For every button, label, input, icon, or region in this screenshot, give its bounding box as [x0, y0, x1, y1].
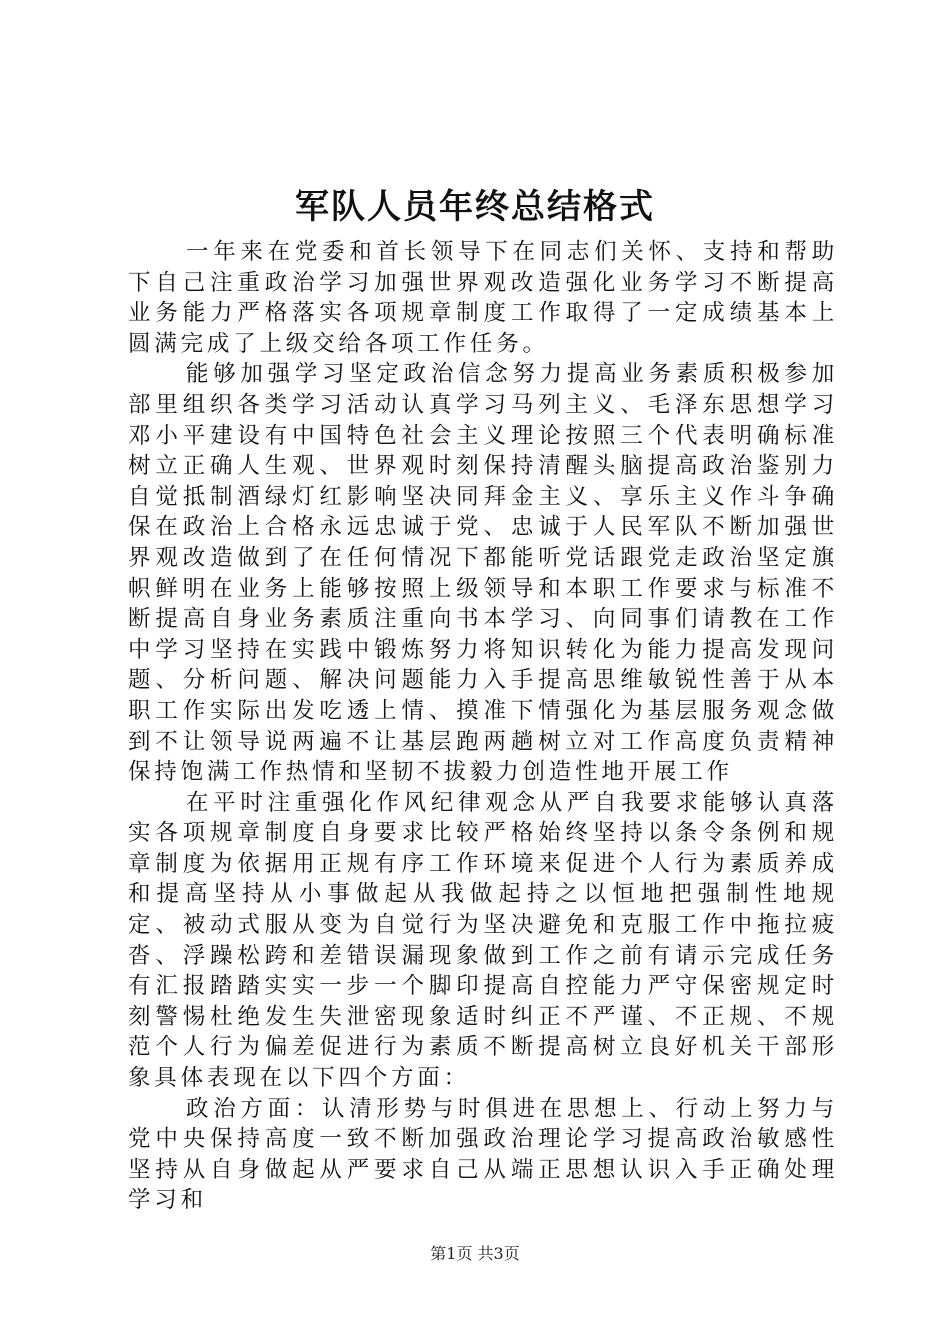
paragraph-1: 一年来在党委和首长领导下在同志们关怀、支持和帮助下自己注重政治学习加强世界观改造强化业务学习不断提高业务能力严格落实各项规章制度工作取得了一定成绩基本上圆满完成了上级交给各项工作任务。	[128, 239, 838, 357]
paragraph-2: 能够加强学习坚定政治信念努力提高业务素质积极参加部里组织各类学习活动认真学习马列主义、毛泽东思想学习邓小平建设有中国特色社会主义理论按照三个代表明确标准树立正确人生观、世界观时刻保持清醒头脑提高政治鉴别力自觉抵制酒绿灯红影响坚决同拜金主义、享乐主义作斗争确保在政治上合格永远忠诚于党、忠诚于人民军队不断加强世界观改造做到了在任何情况下都能听党话跟党走政治坚定旗帜鲜明在业务上能够按照上级领导和本职工作要求与标准不断提高自身业务素质注重向书本学习、向同事们请教在工作中学习坚持在实践中锻炼努力将知识转化为能力提高发现问题、分析问题、解决问题能力入手提高思维敏锐性善于从本职工作实际出发吃透上情、摸准下情强化为基层服务观念做到不让领导说两遍不让基层跑两趟树立对工作高度负责精神保持饱满工作热情和坚韧不拔毅力创造性地开展工作	[128, 361, 838, 786]
paragraph-4: 政治方面：认清形势与时俱进在思想上、行动上努力与党中央保持高度一致不断加强政治理论学习提高政治敏感性坚持从自身做起从严要求自己从端正思想认识入手正确处理学习和	[128, 1095, 838, 1214]
document-body	[128, 237, 838, 1216]
page-footer: 第1页 共3页	[430, 1244, 520, 1263]
document-title: 军队人员年终总结格式	[295, 187, 655, 227]
paragraph-3: 在平时注重强化作风纪律观念从严自我要求能够认真落实各项规章制度自身要求比较严格始终坚持以条令条例和规章制度为依据用正规有序工作环境来促进个人行为素质养成和提高坚持从小事做起从我做起持之以恒地把强制性地规定、被动式服从变为自觉行为坚决避免和克服工作中拖拉疲沓、浮躁松跨和差错误漏现象做到工作之前有请示完成任务有汇报踏踏实实一步一个脚印提高自控能力严守保密规定时刻警惕杜绝发生失泄密现象适时纠正不严谨、不正规、不规范个人行为偏差促进行为素质不断提高树立良好机关干部形象具体表现在以下四个方面：	[128, 789, 838, 1092]
